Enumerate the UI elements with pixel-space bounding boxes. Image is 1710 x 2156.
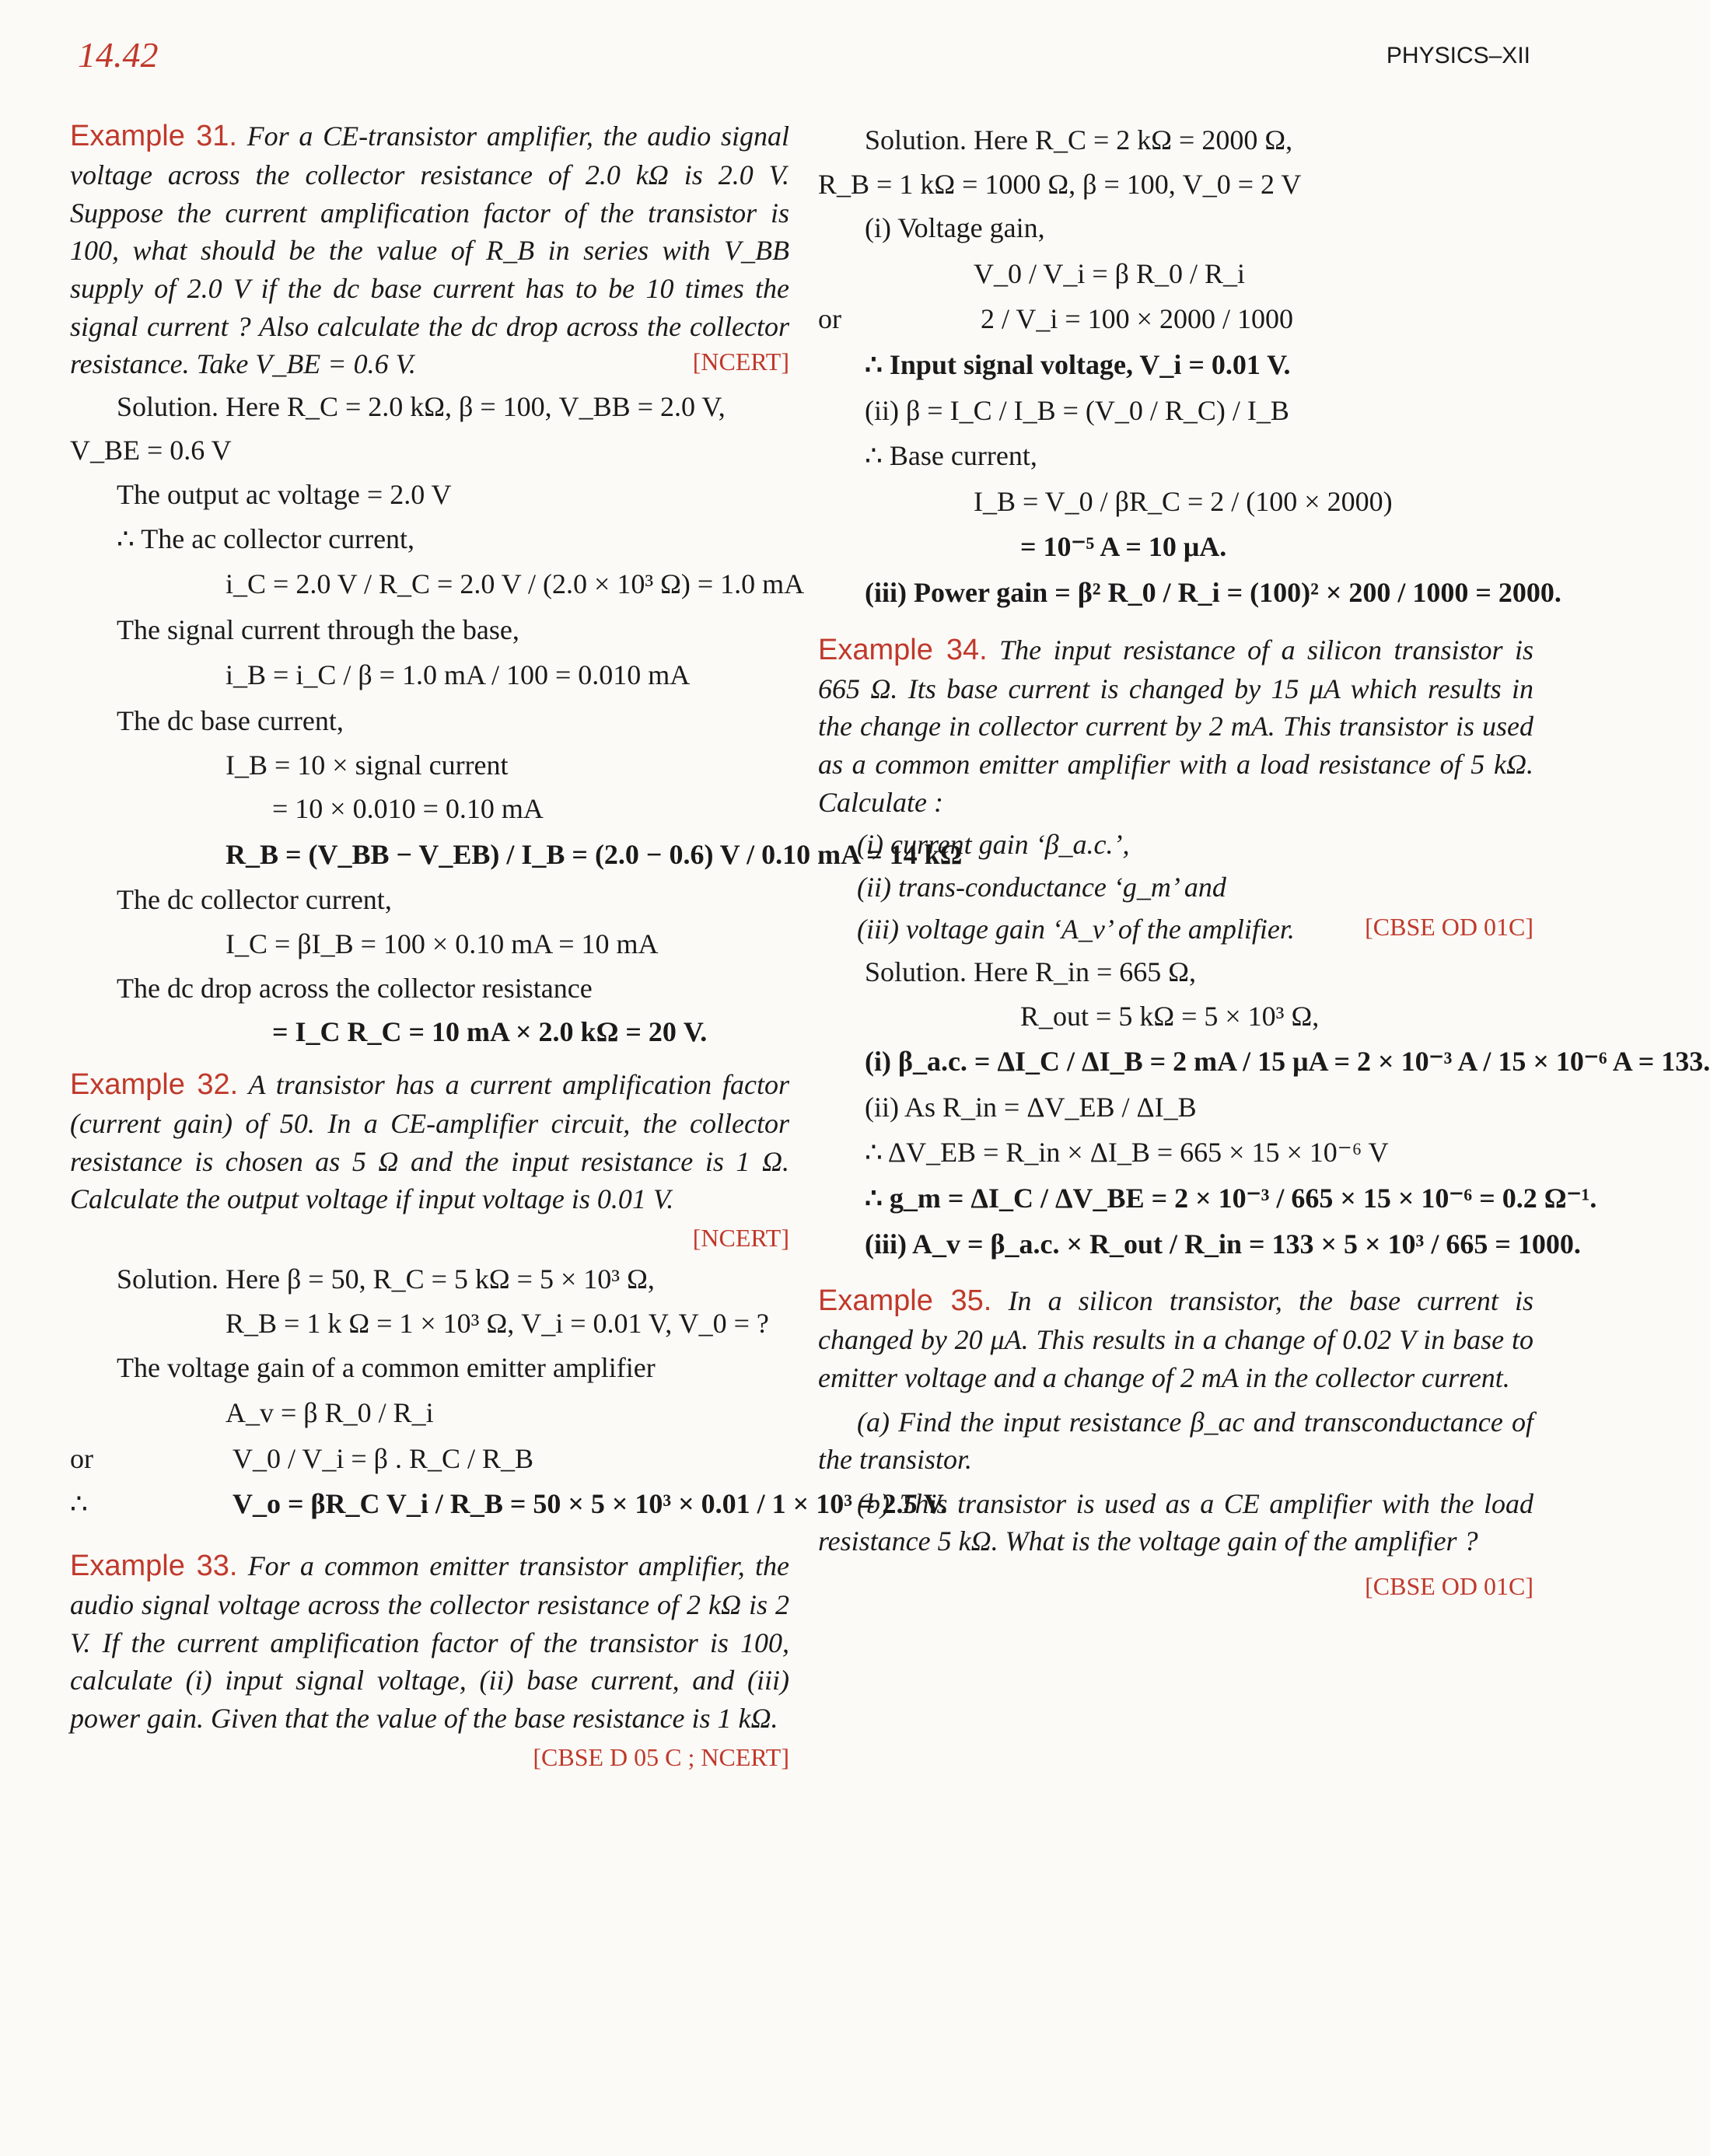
example-35-label: Example 35. bbox=[818, 1284, 992, 1318]
example-35-text: In a silicon transistor, the base current is changed by 20 μA. This results in a change of 0.02 V in base to emitter voltage and a change of 2 mA in the collector current. bbox=[818, 1285, 1533, 1394]
example-34-text: The input resistance of a silicon transistor is 665 Ω. Its base current is changed by 15 μA which results in the change in collector current by 2 mA. This transistor is used as a common emitter amplifier with a load resistance of 5 kΩ. Calculate : bbox=[818, 634, 1533, 818]
ex31-line: The dc drop across the collector resistance bbox=[117, 972, 593, 1004]
ex34-equation: (i) β_a.c. = ΔI_C / ΔI_B = 2 mA / 15 μA = 2 × 10⁻³ A / 15 × 10⁻⁶ A = 133. bbox=[865, 1046, 1710, 1078]
example-31-tag: [NCERT] bbox=[692, 348, 789, 376]
example-33-label: Example 33. bbox=[70, 1550, 238, 1582]
page-header bbox=[78, 31, 1530, 78]
example-32-label: Example 32. bbox=[70, 1068, 239, 1101]
ex33-equation: = 10⁻⁵ A = 10 μA. bbox=[1020, 531, 1227, 563]
ex33-equation: 2 / V_i = 100 × 2000 / 1000 bbox=[981, 303, 1293, 335]
ex34-items bbox=[857, 826, 1533, 949]
ex34-solution-given: Solution. Here R_in = 665 Ω, bbox=[865, 956, 1197, 987]
ex34-equation: ∴ ΔV_EB = R_in × ΔI_B = 665 × 15 × 10⁻⁶ V bbox=[865, 1137, 1389, 1169]
ex31-line: The output ac voltage = 2.0 V bbox=[117, 479, 452, 511]
ex32-equation: V_0 / V_i = β . R_C / R_B bbox=[233, 1442, 534, 1474]
example-34-label: Example 34. bbox=[818, 633, 988, 666]
ex33-equation: I_B = V_0 / βR_C = 2 / (100 × 2000) bbox=[974, 485, 1393, 517]
ex33-line: (i) Voltage gain, bbox=[865, 212, 1045, 244]
ex33-equation: (ii) β = I_C / I_B = (V_0 / R_C) / I_B bbox=[865, 394, 1289, 426]
ex33-line: ∴ Base current, bbox=[865, 440, 1037, 472]
ex32-solution-given: Solution. Here β = 50, R_C = 5 kΩ = 5 × 10³ Ω, bbox=[117, 1263, 655, 1295]
ex31-line: ∴ The ac collector current, bbox=[117, 522, 415, 554]
ex31-equation: R_B = (V_BB − V_EB) / I_B = (2.0 − 0.6) V / 0.10 mA = 14 kΩ bbox=[226, 838, 963, 870]
ex31-equation: I_B = 10 × signal current bbox=[226, 749, 509, 781]
ex31-vbe: V_BE = 0.6 V bbox=[70, 435, 232, 466]
example-35-statement bbox=[818, 1281, 1533, 1396]
example-31-text: For a CE-transistor amplifier, the audio signal voltage across the collector resistance of 2.0 kΩ is 2.0 V. Suppose the current amplification factor of the transistor is 100, what should be the value of R_B in series with V_BB supply of 2.0 V if the dc base current has to be 10 times the signal current ? Also calculate the dc drop across the collector resistance. Take V_BE = 0.6 V. bbox=[70, 121, 789, 380]
ex34-given: R_out = 5 kΩ = 5 × 10³ Ω, bbox=[1020, 1000, 1320, 1032]
ex32-or-line bbox=[70, 1440, 789, 1478]
ex31-equation: I_C = βI_B = 100 × 0.10 mA = 10 mA bbox=[226, 928, 659, 959]
ex34-equation: ∴ g_m = ΔI_C / ΔV_BE = 2 × 10⁻³ / 665 × 15 × 10⁻⁶ = 0.2 Ω⁻¹. bbox=[865, 1182, 1597, 1214]
ex31-equation: i_B = i_C / β = 1.0 mA / 100 = 0.010 mA bbox=[226, 659, 691, 691]
page-number: 14.42 bbox=[78, 35, 159, 75]
example-31-statement bbox=[70, 117, 789, 383]
ex34-item-text: (iii) voltage gain ‘A_v’ of the amplifier. bbox=[857, 914, 1295, 945]
ex31-line: The signal current through the base, bbox=[117, 613, 519, 645]
running-head: PHYSICS–XII bbox=[1386, 43, 1530, 68]
ex33-or-line bbox=[818, 300, 1533, 338]
example-34-statement bbox=[818, 631, 1533, 822]
example-32-text: A transistor has a current amplification factor (current gain) of 50. In a CE-amplifier circuit, the collector resistance is chosen as 5 Ω and the input resistance is 1 Ω. Calculate the output voltage if input voltage is 0.01 V. bbox=[70, 1068, 789, 1215]
example-33-tag: [CBSE D 05 C ; NCERT] bbox=[533, 1742, 789, 1771]
ex31-line: The dc base current, bbox=[117, 705, 344, 737]
ex31-equation: i_C = 2.0 V / R_C = 2.0 V / (2.0 × 10³ Ω) = 1.0 mA bbox=[226, 568, 805, 600]
ex31-line: The dc collector current, bbox=[117, 884, 392, 916]
example-35-tag: [CBSE OD 01C] bbox=[1365, 1572, 1533, 1600]
example-32-tag: [NCERT] bbox=[692, 1223, 789, 1252]
ex31-equation: = 10 × 0.010 = 0.10 mA bbox=[272, 793, 544, 825]
ex32-result-line bbox=[70, 1485, 948, 1523]
ex32-equation: V_o = βR_C V_i / R_B = 50 × 5 × 10³ × 0.01 / 1 × 10³ = 2.5 V. bbox=[233, 1488, 948, 1520]
example-31-label: Example 31. bbox=[70, 120, 237, 152]
ex35-part-a: (a) Find the input resistance β_ac and transconductance of the transistor. bbox=[818, 1406, 1533, 1476]
ex33-line: ∴ Input signal voltage, V_i = 0.01 V. bbox=[865, 348, 1291, 380]
ex32-line: The voltage gain of a common emitter amplifier bbox=[117, 1351, 656, 1383]
ex35-part-b: (b) This transistor is used as a CE amplifier with the load resistance 5 kΩ. What is the voltage gain of the amplifier ? bbox=[818, 1487, 1533, 1557]
right-column bbox=[818, 117, 1710, 1605]
therefore-symbol: ∴ bbox=[70, 1488, 88, 1520]
ex34-item: (ii) trans-conductance ‘g_m’ and bbox=[857, 871, 1226, 903]
ex34-equation: (ii) As R_in = ΔV_EB / ΔI_B bbox=[865, 1091, 1197, 1123]
ex33-equation: V_0 / V_i = β R_0 / R_i bbox=[974, 257, 1245, 289]
example-34-tag: [CBSE OD 01C] bbox=[1365, 913, 1533, 942]
or-word: or bbox=[70, 1442, 93, 1474]
ex33-solution-given: Solution. Here R_C = 2 kΩ = 2000 Ω, bbox=[865, 124, 1293, 155]
ex34-item bbox=[857, 910, 1533, 949]
ex32-given: R_B = 1 k Ω = 1 × 10³ Ω, V_i = 0.01 V, V_0 = ? bbox=[226, 1308, 769, 1340]
example-33-statement bbox=[70, 1546, 789, 1775]
ex33-given: R_B = 1 kΩ = 1000 Ω, β = 100, V_0 = 2 V bbox=[818, 168, 1302, 200]
or-word: or bbox=[818, 303, 841, 335]
ex32-equation: A_v = β R_0 / R_i bbox=[226, 1397, 434, 1429]
ex31-solution-given: Solution. Here R_C = 2.0 kΩ, β = 100, V_BB = 2.0 V, bbox=[117, 390, 726, 422]
ex34-item: (i) current gain ‘β_a.c.’, bbox=[857, 829, 1130, 861]
ex31-equation: = I_C R_C = 10 mA × 2.0 kΩ = 20 V. bbox=[272, 1016, 708, 1048]
ex33-equation: (iii) Power gain = β² R_0 / R_i = (100)² × 200 / 1000 = 2000. bbox=[865, 576, 1561, 608]
ex34-equation: (iii) A_v = β_a.c. × R_out / R_in = 133 × 5 × 10³ / 665 = 1000. bbox=[865, 1228, 1581, 1260]
example-33-text: For a common emitter transistor amplifier, the audio signal voltage across the collector resistance of 2 kΩ is 2 V. If the current amplification factor of the transistor is 100, calculate (i) input signal voltage, (ii) base current, and (iii) power gain. Given that the value of the base resistance is 1 kΩ. bbox=[70, 1550, 789, 1735]
example-32-statement bbox=[70, 1065, 789, 1256]
